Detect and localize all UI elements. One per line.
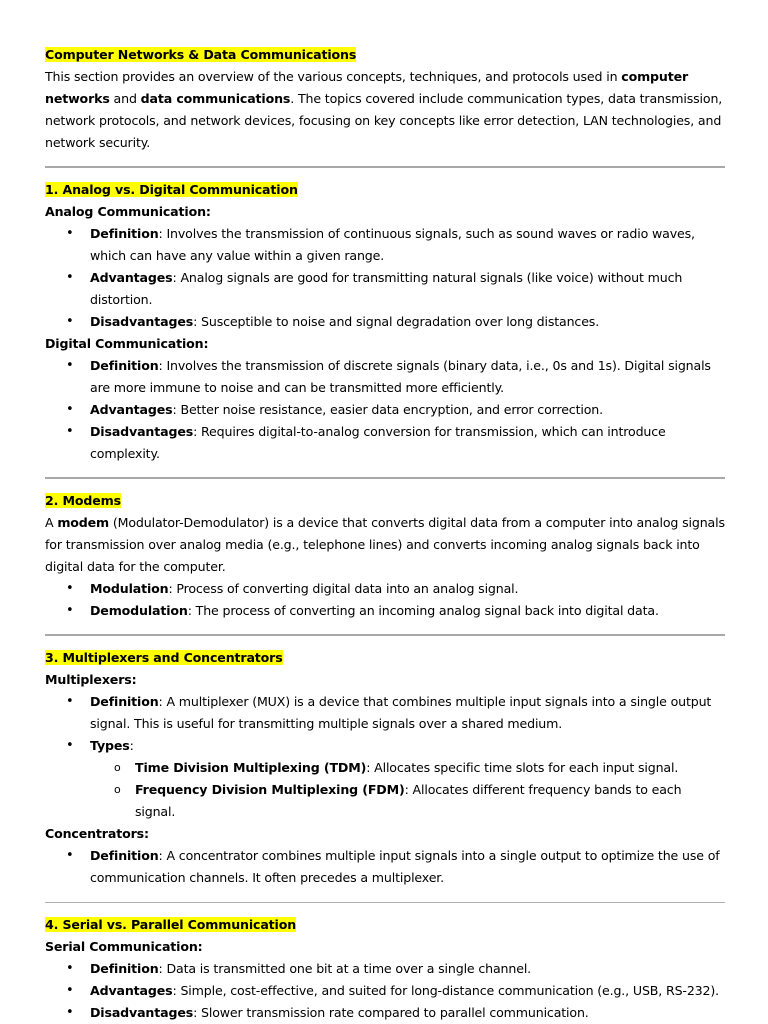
list-item [90, 735, 725, 823]
section-divider [45, 634, 725, 636]
item-text: : Allocates specific time slots for each input signal. [366, 760, 679, 775]
intro-text-3: . The topics covered include communication types, data transmission, network protocols, and network devices, focusing on key concepts like error detection, LAN technologies, and network security. [45, 91, 723, 150]
modem-bold: modem [57, 515, 110, 530]
intro-bold-2: data communications [140, 91, 291, 106]
modem-list [45, 578, 725, 622]
item-text: : Simple, cost-effective, and suited for long-distance communication (e.g., USB, RS-232). [172, 983, 720, 998]
item-term: Advantages [90, 983, 173, 998]
intro-bold-1: computer networks [45, 69, 689, 106]
digital-title: Digital Communication: [45, 336, 209, 351]
list-item [90, 399, 725, 421]
mux-list [45, 691, 725, 823]
item-term: Disadvantages [90, 1005, 194, 1020]
item-term: Modulation [90, 581, 169, 596]
analog-list [45, 223, 725, 333]
item-term: Definition [90, 848, 159, 863]
list-item [90, 311, 725, 333]
s2-heading: 2. Modems [45, 493, 121, 508]
serial-list [45, 958, 725, 1024]
list-item [90, 980, 725, 1002]
item-term: Definition [90, 694, 159, 709]
section-divider [45, 477, 725, 479]
item-text: : Process of converting digital data into an analog signal. [168, 581, 519, 596]
s2-heading-line [45, 490, 725, 512]
list-item [90, 267, 725, 311]
intro-text-1: This section provides an overview of the various concepts, techniques, and protocols used in [45, 69, 622, 84]
s4-heading: 4. Serial vs. Parallel Communication [45, 917, 297, 932]
list-item [90, 421, 725, 465]
item-text: : A multiplexer (MUX) is a device that combines multiple input signals into a single output signal. This is useful for transmitting multiple signals over a shared medium. [90, 694, 712, 731]
s3-heading: 3. Multiplexers and Concentrators [45, 650, 283, 665]
item-text: : A concentrator combines multiple input signals into a single output to optimize the use of communication channels. It often precedes a multiplexer. [90, 848, 720, 885]
item-text: : [129, 738, 134, 753]
item-text: : Slower transmission rate compared to parallel communication. [193, 1005, 589, 1020]
item-text: : Involves the transmission of discrete signals (binary data, i.e., 0s and 1s). Digital signals are more immune to noise and can be transmitted more efficiently. [90, 358, 711, 395]
intro-heading-line [45, 44, 725, 66]
intro-paragraph [45, 66, 725, 154]
modem-text-1: A [45, 515, 58, 530]
item-text: : Allocates different frequency bands to each signal. [135, 782, 682, 819]
item-term: Disadvantages [90, 314, 194, 329]
analog-title: Analog Communication: [45, 204, 211, 219]
s1-heading-line [45, 179, 725, 201]
list-item [90, 1002, 725, 1024]
item-term: Definition [90, 358, 159, 373]
item-term: Disadvantages [90, 424, 194, 439]
digital-list [45, 355, 725, 465]
item-term: Types [90, 738, 130, 753]
list-item [90, 223, 725, 267]
item-term: Time Division Multiplexing (TDM) [135, 760, 367, 775]
item-term: Advantages [90, 402, 173, 417]
intro-text-2: and [109, 91, 141, 106]
types-list [90, 757, 725, 823]
list-item [90, 958, 725, 980]
section-divider [45, 166, 725, 168]
item-text: : Involves the transmission of continuous signals, such as sound waves or radio waves, which can have any value within a given range. [90, 226, 695, 263]
intro-heading: Computer Networks & Data Communications [45, 47, 357, 62]
serial-title: Serial Communication: [45, 939, 203, 954]
section-divider [45, 902, 725, 903]
list-item [90, 600, 725, 622]
s1-heading: 1. Analog vs. Digital Communication [45, 182, 298, 197]
conc-title: Concentrators: [45, 826, 149, 841]
list-item [90, 845, 725, 889]
s3-heading-line [45, 647, 725, 669]
modem-text-2: (Modulator-Demodulator) is a device that converts digital data from a computer into analog signals for transmission over analog media (e.g., telephone lines) and converts incoming analog signals back into digital data for the computer. [45, 515, 725, 574]
item-term: Definition [90, 226, 159, 241]
conc-list [45, 845, 725, 889]
item-text: : Better noise resistance, easier data encryption, and error correction. [172, 402, 603, 417]
item-term: Advantages [90, 270, 173, 285]
sub-list-item [135, 757, 725, 779]
item-term: Frequency Division Multiplexing (FDM) [135, 782, 405, 797]
item-text: : Requires digital-to-analog conversion for transmission, which can introduce complexity. [90, 424, 666, 461]
s4-heading-line [45, 914, 725, 936]
mux-title: Multiplexers: [45, 672, 137, 687]
item-text: : The process of converting an incoming analog signal back into digital data. [187, 603, 659, 618]
modem-paragraph [45, 512, 725, 578]
item-text: : Analog signals are good for transmitting natural signals (like voice) without much distortion. [90, 270, 683, 307]
list-item [90, 578, 725, 600]
item-term: Definition [90, 961, 159, 976]
list-item [90, 355, 725, 399]
document-page [45, 44, 725, 1024]
item-text: : Data is transmitted one bit at a time over a single channel. [158, 961, 532, 976]
list-item [90, 691, 725, 735]
item-text: : Susceptible to noise and signal degradation over long distances. [193, 314, 600, 329]
sub-list-item [135, 779, 725, 823]
item-term: Demodulation [90, 603, 188, 618]
